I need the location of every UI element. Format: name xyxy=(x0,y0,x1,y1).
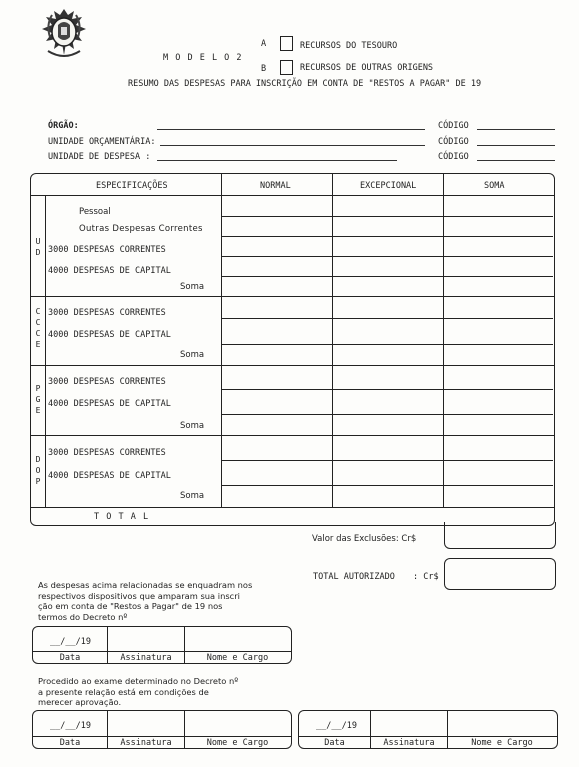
approval-line: merecer aprovação. xyxy=(38,697,122,707)
sig-label-nome-3: Nome e Cargo xyxy=(471,738,533,748)
valor-exclusoes-label: Valor das Exclusões: Cr$ xyxy=(312,534,417,544)
group-divider xyxy=(31,435,554,436)
header-normal: NORMAL xyxy=(260,181,291,191)
unidade-despesa-field[interactable] xyxy=(157,160,397,161)
codigo-field-3[interactable] xyxy=(477,160,555,161)
row-dop-3000: 3000 DESPESAS CORRENTES xyxy=(48,448,166,458)
codigo-field-1[interactable] xyxy=(477,129,555,130)
sig-label-data-2: Data xyxy=(59,738,81,748)
total-autorizado-currency: : Cr$ xyxy=(413,572,439,582)
codigo-label-3: CÓDIGO xyxy=(438,152,469,162)
sig-label-assinatura-2: Assinatura xyxy=(120,738,172,748)
row-line xyxy=(221,256,553,257)
unidade-orcamentaria-label: UNIDADE ORÇAMENTÁRIA: xyxy=(48,137,156,147)
row-line xyxy=(221,276,553,277)
group-code-ud: U D xyxy=(35,237,41,257)
declaration-line: respectivos dispositivos que amparam sua inscri xyxy=(38,590,240,601)
sig-row-line xyxy=(299,736,557,737)
form-title: RESUMO DAS DESPESAS PARA INSCRIÇÃO EM CONTA DE "RESTOS A PAGAR" DE 19 xyxy=(128,79,482,89)
header-especificacoes: ESPECIFICAÇÕES xyxy=(96,181,168,191)
sig-label-nome-2: Nome e Cargo xyxy=(206,738,269,748)
date-field-1[interactable]: __/__/19 xyxy=(50,637,91,647)
row-line xyxy=(221,216,553,217)
row-outras-despesas: Outras Despesas Correntes xyxy=(79,224,203,234)
total-autorizado-field[interactable] xyxy=(444,558,556,590)
declaration-line: As despesas acima relacionadas se enquadram nos xyxy=(38,580,253,590)
option-a-label: RECURSOS DO TESOURO xyxy=(300,41,398,51)
unidade-despesa-label: UNIDADE DE DESPESA : xyxy=(48,152,151,162)
row-line xyxy=(221,344,553,345)
unidade-orcamentaria-field[interactable] xyxy=(160,145,425,146)
soma-ud: Soma xyxy=(180,282,205,292)
declaration-line: ção em conta de "Restos a Pagar" de 19 nos xyxy=(38,601,223,611)
declaration-paragraph xyxy=(38,580,252,622)
option-a-checkbox[interactable] xyxy=(280,36,293,51)
option-b-label: RECURSOS DE OUTRAS ORIGENS xyxy=(300,63,434,73)
row-line xyxy=(221,389,553,390)
sig-label-data-1: Data xyxy=(59,653,81,663)
header-soma: SOMA xyxy=(484,181,505,191)
date-field-3[interactable]: __/__/19 xyxy=(316,721,357,731)
row-line xyxy=(221,414,553,415)
total-label: T O T A L xyxy=(94,512,150,522)
sig-label-assinatura-3: Assinatura xyxy=(383,738,435,748)
header-excepcional: EXCEPCIONAL xyxy=(360,181,417,191)
row-ud-4000: 4000 DESPESAS DE CAPITAL xyxy=(48,266,171,276)
valor-exclusoes-field[interactable] xyxy=(444,522,556,549)
sig-label-assinatura-1: Assinatura xyxy=(120,653,172,663)
sig-row-line xyxy=(33,736,291,737)
soma-ccce: Soma xyxy=(180,350,205,360)
total-autorizado-label: TOTAL AUTORIZADO xyxy=(313,572,395,582)
col-line-2 xyxy=(332,174,333,507)
option-a-letter: A xyxy=(261,39,267,49)
orgao-field[interactable] xyxy=(157,129,425,130)
codigo-field-2[interactable] xyxy=(477,145,555,146)
option-b-checkbox[interactable] xyxy=(280,60,293,75)
coat-of-arms-seal xyxy=(38,5,90,63)
row-pge-4000: 4000 DESPESAS DE CAPITAL xyxy=(48,399,171,409)
soma-dop: Soma xyxy=(180,491,205,501)
row-line xyxy=(221,236,553,237)
group-code-column-line xyxy=(45,196,46,507)
row-ccce-4000: 4000 DESPESAS DE CAPITAL xyxy=(48,330,171,340)
group-code-dop: D O P xyxy=(35,455,41,486)
sig-label-data-3: Data xyxy=(324,738,345,748)
col-line-3 xyxy=(443,174,444,507)
col-line-1 xyxy=(221,174,222,507)
group-divider xyxy=(31,365,554,366)
date-field-2[interactable]: __/__/19 xyxy=(50,721,91,731)
row-line xyxy=(221,318,553,319)
approval-line: a presente relação está em condições de xyxy=(38,686,209,697)
row-line xyxy=(221,485,553,486)
model-label: M O D E L O 2 xyxy=(163,53,243,63)
header-divider xyxy=(31,195,554,196)
row-line xyxy=(221,460,553,461)
orgao-label: ÓRGÃO: xyxy=(48,121,79,131)
group-divider xyxy=(31,507,554,508)
group-divider xyxy=(31,296,554,297)
row-ccce-3000: 3000 DESPESAS CORRENTES xyxy=(48,308,166,318)
soma-pge: Soma xyxy=(180,421,205,431)
sig-label-nome-1: Nome e Cargo xyxy=(206,653,269,663)
approval-line: Procedido ao exame determinado no Decreto nº xyxy=(38,676,239,686)
declaration-line: termos do Decreto nº xyxy=(38,611,128,622)
codigo-label-1: CÓDIGO xyxy=(438,121,469,131)
approval-paragraph xyxy=(38,676,238,708)
row-pge-3000: 3000 DESPESAS CORRENTES xyxy=(48,377,166,387)
sig-row-line xyxy=(33,651,291,652)
option-b-letter: B xyxy=(261,64,267,74)
codigo-label-2: CÓDIGO xyxy=(438,137,469,147)
row-dop-4000: 4000 DESPESAS DE CAPITAL xyxy=(48,471,171,481)
row-ud-3000: 3000 DESPESAS CORRENTES xyxy=(48,245,166,255)
group-code-ccce: C C C E xyxy=(35,307,41,349)
group-code-pge: P G E xyxy=(35,384,41,415)
row-pessoal: Pessoal xyxy=(79,207,111,217)
